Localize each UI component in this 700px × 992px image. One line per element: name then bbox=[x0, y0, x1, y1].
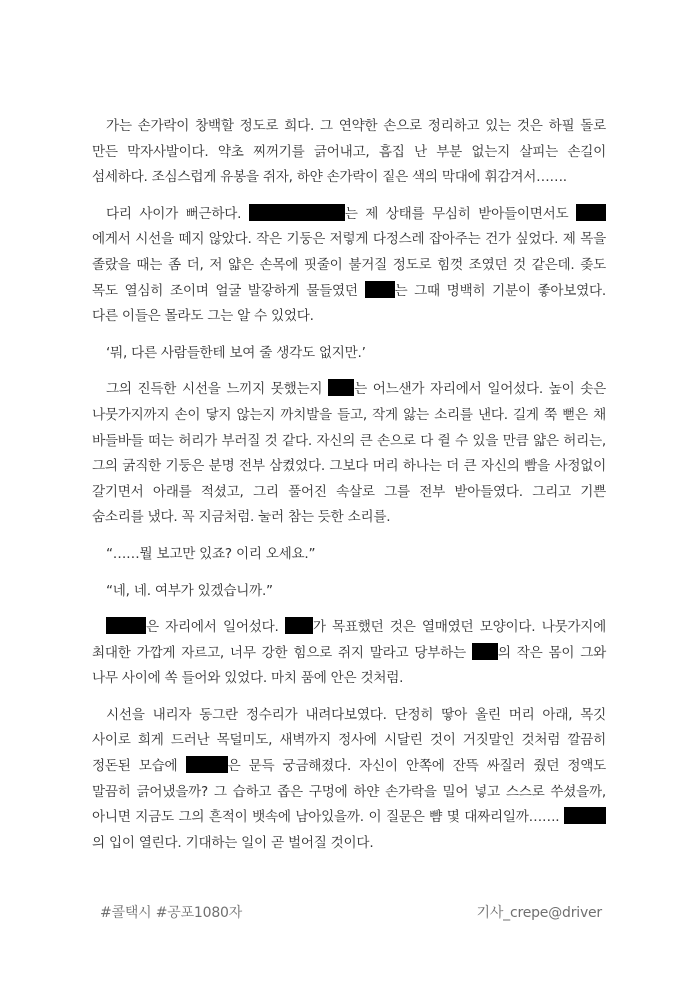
paragraph-7 bbox=[92, 615, 611, 692]
paragraph-6 bbox=[92, 579, 606, 605]
text-segment: 가 목표했던 것은 열매였던 모양이다. 나뭇가지에 최대한 가깝게 자르고, 너무 강한 힘으로 쥐지 말라고 당부하는 bbox=[92, 619, 611, 661]
redacted-name bbox=[365, 281, 395, 298]
text-segment: 다리 사이가 뻐근하다. bbox=[106, 205, 249, 222]
paragraph-1 bbox=[92, 114, 611, 191]
redacted-name bbox=[576, 204, 606, 221]
redacted-name bbox=[106, 617, 146, 634]
text-segment: 에게서 시선을 떼지 않았다. 작은 기둥은 저렇게 다정스레 잡아주는 건가 싶었다. 제 목을 졸랐을 때는 좀 더, 저 얇은 손목에 핏줄이 불거질 정도로 힘껏 조였던 것 같은데. 좆도 목도 열심히 조이며 얼굴 발갛하게 물들였던 bbox=[92, 231, 611, 299]
paragraph-8 bbox=[92, 703, 611, 857]
paragraph-2 bbox=[92, 202, 611, 330]
text-segment: 그의 진득한 시선을 느끼지 못했는지 bbox=[106, 381, 329, 398]
redacted-name bbox=[472, 643, 498, 660]
text-segment: 는 그때 명백히 기분이 좋아보였다. 다른 이들은 몰라도 그는 알 수 있었다. bbox=[92, 282, 611, 325]
story-text bbox=[92, 114, 611, 867]
redacted-name bbox=[328, 379, 354, 396]
redacted-name bbox=[580, 807, 606, 824]
text-segment: 시선을 내리자 동그란 정수리가 내려다보였다. 단정히 땋아 올린 머리 아래, 목깃 사이로 희게 드러난 목덜미도, 새벽까지 정사에 시달린 것이 거짓말인 것처럼 깔끔히 정돈된 모습에 bbox=[92, 706, 611, 775]
footer-credit: 기사_crepe@driver bbox=[476, 905, 602, 921]
paragraph-4 bbox=[92, 377, 611, 531]
redacted-name bbox=[186, 756, 228, 773]
text-segment: 은 자리에서 일어섰다. bbox=[146, 619, 285, 636]
text-segment: ‘뭐, 다른 사람들한테 보여 줄 생각도 없지만.’ bbox=[106, 344, 366, 361]
text-segment: 은 문득 궁금해졌다. 자신이 안쪽에 잔뜩 싸질러 줬던 정액도 말끔히 긁어냈을까? 그 습하고 좁은 구멍에 하얀 손가락을 밀어 넣고 스스로 쑤셨을까, 아니면 지금도 그의 흔적이 뱃속에 남아있을까. 이 질문은 뺨 몇 대짜리일까……. bbox=[92, 758, 611, 826]
text-segment: 의 작은 몸이 그와 나무 사이에 쏙 들어와 있었다. 마치 품에 안은 것처럼. bbox=[92, 644, 611, 687]
redacted-name bbox=[249, 204, 345, 221]
paragraph-5 bbox=[92, 542, 606, 568]
text-segment: “네, 네. 여부가 있겠습니까.” bbox=[106, 582, 273, 599]
redacted-name bbox=[564, 807, 580, 824]
text-segment: 는 어느샌가 자리에서 일어섰다. 높이 솟은 나뭇가지까지 손이 닿지 않는지 까치발을 들고, 작게 앓는 소리를 낸다. 길게 쭉 뻗은 채 바들바들 떠는 허리가 부러질 것 같다. 자신의 큰 손으로 다 쥘 수 있을 만큼 얇은 허리는, 그의 굵직한 기둥은 분명 전부 삼켰었다. 그보다 머리 하나는 더 큰 자신의 빰을 사정없이 갈기면서 아래를 적셨고, 그리 풀어진 속살로 그를 전부 받아들였다. 그리고 기쁜 숨소리를 냈다. 꼭 지금처럼. 눌러 참는 듯한 소리를. bbox=[92, 381, 611, 526]
text-segment: 의 입이 열린다. 기대하는 일이 곧 벌어질 것이다. bbox=[92, 834, 374, 851]
text-segment: “……뭘 보고만 있죠? 이리 오세요.” bbox=[106, 545, 316, 562]
footer-tags: #콜택시 #공포1080자 bbox=[100, 905, 243, 921]
text-segment: 는 제 상태를 무심히 받아들이면서도 bbox=[344, 205, 577, 222]
paragraph-3 bbox=[92, 341, 606, 367]
text-segment: 가는 손가락이 창백할 정도로 희다. 그 연약한 손으로 정리하고 있는 것은 하필 돌로 만든 막자사발이다. 약초 찌꺼기를 긁어내고, 흠집 난 부분 없는지 살피는 손길이 섬세하다. 조심스럽게 유봉을 쥐자, 하얀 손가락이 짙은 색의 막대에 휘감겨서……. bbox=[92, 118, 611, 186]
redacted-name bbox=[285, 617, 313, 634]
